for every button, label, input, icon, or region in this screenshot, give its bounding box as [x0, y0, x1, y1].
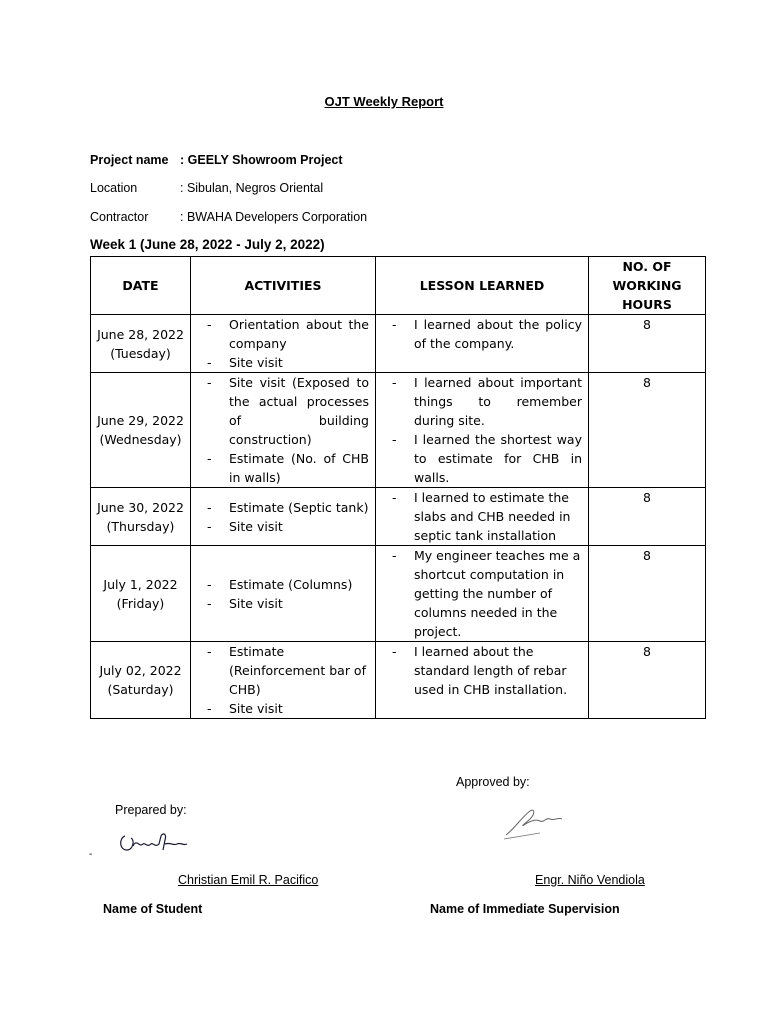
- activity-item: - Estimate (Reinforcement bar of CHB): [205, 642, 369, 699]
- hours-cell: 8: [589, 315, 706, 373]
- lessons-cell: [376, 373, 589, 488]
- row-day: (Tuesday): [110, 345, 171, 361]
- row-day: (Thursday): [106, 518, 175, 534]
- activity-item: - Estimate (Columns): [205, 575, 369, 594]
- table-row: [91, 546, 706, 642]
- lesson-item: - My engineer teaches me a shortcut computation in getting the number of columns needed in the project.: [390, 546, 582, 641]
- project-name-label: Project name: [90, 153, 169, 167]
- lessons-cell: [376, 315, 589, 373]
- table-header-row: [91, 257, 706, 315]
- header-lesson-learned: LESSON LEARNED: [376, 257, 589, 315]
- signature-dash: -: [89, 849, 93, 860]
- student-caption: Name of Student: [103, 902, 203, 916]
- lesson-item: - I learned about the policy of the company.: [390, 315, 582, 353]
- hours-cell: 8: [589, 642, 706, 719]
- row-date: July 02, 2022: [99, 663, 182, 678]
- table-row: [91, 488, 706, 546]
- date-cell: [91, 546, 191, 642]
- row-date: June 30, 2022: [97, 499, 184, 515]
- lessons-cell: [376, 642, 589, 719]
- lesson-item: - I learned to estimate the slabs and CHB needed in septic tank installation: [390, 488, 582, 545]
- row-day: (Wednesday): [99, 432, 182, 447]
- supervisor-name: Engr. Niño Vendiola: [535, 873, 645, 887]
- hours-cell: 8: [589, 373, 706, 488]
- activity-item: - Site visit: [205, 517, 369, 536]
- header-date: DATE: [91, 257, 191, 315]
- row-date: July 1, 2022: [103, 576, 178, 592]
- activities-cell: [191, 642, 376, 719]
- student-signature-image: [115, 828, 195, 858]
- row-date: June 29, 2022: [97, 413, 184, 428]
- activity-item: - Site visit: [205, 699, 369, 718]
- contractor-label: Contractor: [90, 210, 149, 224]
- week-heading: Week 1 (June 28, 2022 - July 2, 2022): [90, 237, 325, 252]
- activity-item: - Site visit (Exposed to the actual processes of building construction): [205, 373, 369, 449]
- lessons-cell: [376, 546, 589, 642]
- date-cell: [91, 315, 191, 373]
- row-date: June 28, 2022: [97, 326, 184, 342]
- report-title: OJT Weekly Report: [324, 94, 444, 109]
- activity-item: - Site visit: [205, 594, 369, 613]
- date-cell: [91, 642, 191, 719]
- row-day: (Friday): [116, 595, 165, 611]
- table-row: [91, 315, 706, 373]
- hours-cell: 8: [589, 546, 706, 642]
- activity-item: - Estimate (Septic tank): [205, 498, 369, 517]
- project-name-value: : GEELY Showroom Project: [180, 153, 343, 167]
- hours-cell: 8: [589, 488, 706, 546]
- activities-cell: [191, 488, 376, 546]
- lesson-item: - I learned the shortest way to estimate for CHB in walls.: [390, 430, 582, 487]
- lessons-cell: [376, 488, 589, 546]
- lesson-item: - I learned about important things to remember during site.: [390, 373, 582, 430]
- header-activities: ACTIVITIES: [191, 257, 376, 315]
- table-row: [91, 642, 706, 719]
- activities-cell: [191, 315, 376, 373]
- supervisor-signature-image: [500, 803, 570, 843]
- contractor-value: : BWAHA Developers Corporation: [180, 210, 368, 224]
- location-value: : Sibulan, Negros Oriental: [180, 181, 324, 195]
- row-day: (Saturday): [107, 682, 174, 697]
- date-cell: [91, 488, 191, 546]
- activity-item: - Orientation about the company: [205, 315, 369, 353]
- activity-item: - Site visit: [205, 353, 369, 372]
- activities-cell: [191, 373, 376, 488]
- supervisor-caption: Name of Immediate Supervision: [430, 902, 620, 916]
- header-working-hours: NO. OF WORKING HOURS: [589, 257, 706, 315]
- weekly-report-table: [90, 256, 706, 719]
- student-name: Christian Emil R. Pacifico: [178, 873, 319, 887]
- table-row: [91, 373, 706, 488]
- approved-by-label: Approved by:: [456, 775, 530, 789]
- location-label: Location: [90, 181, 138, 195]
- activity-item: - Estimate (No. of CHB in walls): [205, 449, 369, 487]
- date-cell: [91, 373, 191, 488]
- lesson-item: - I learned about the standard length of rebar used in CHB installation.: [390, 642, 582, 699]
- activities-cell: [191, 546, 376, 642]
- prepared-by-label: Prepared by:: [115, 803, 187, 817]
